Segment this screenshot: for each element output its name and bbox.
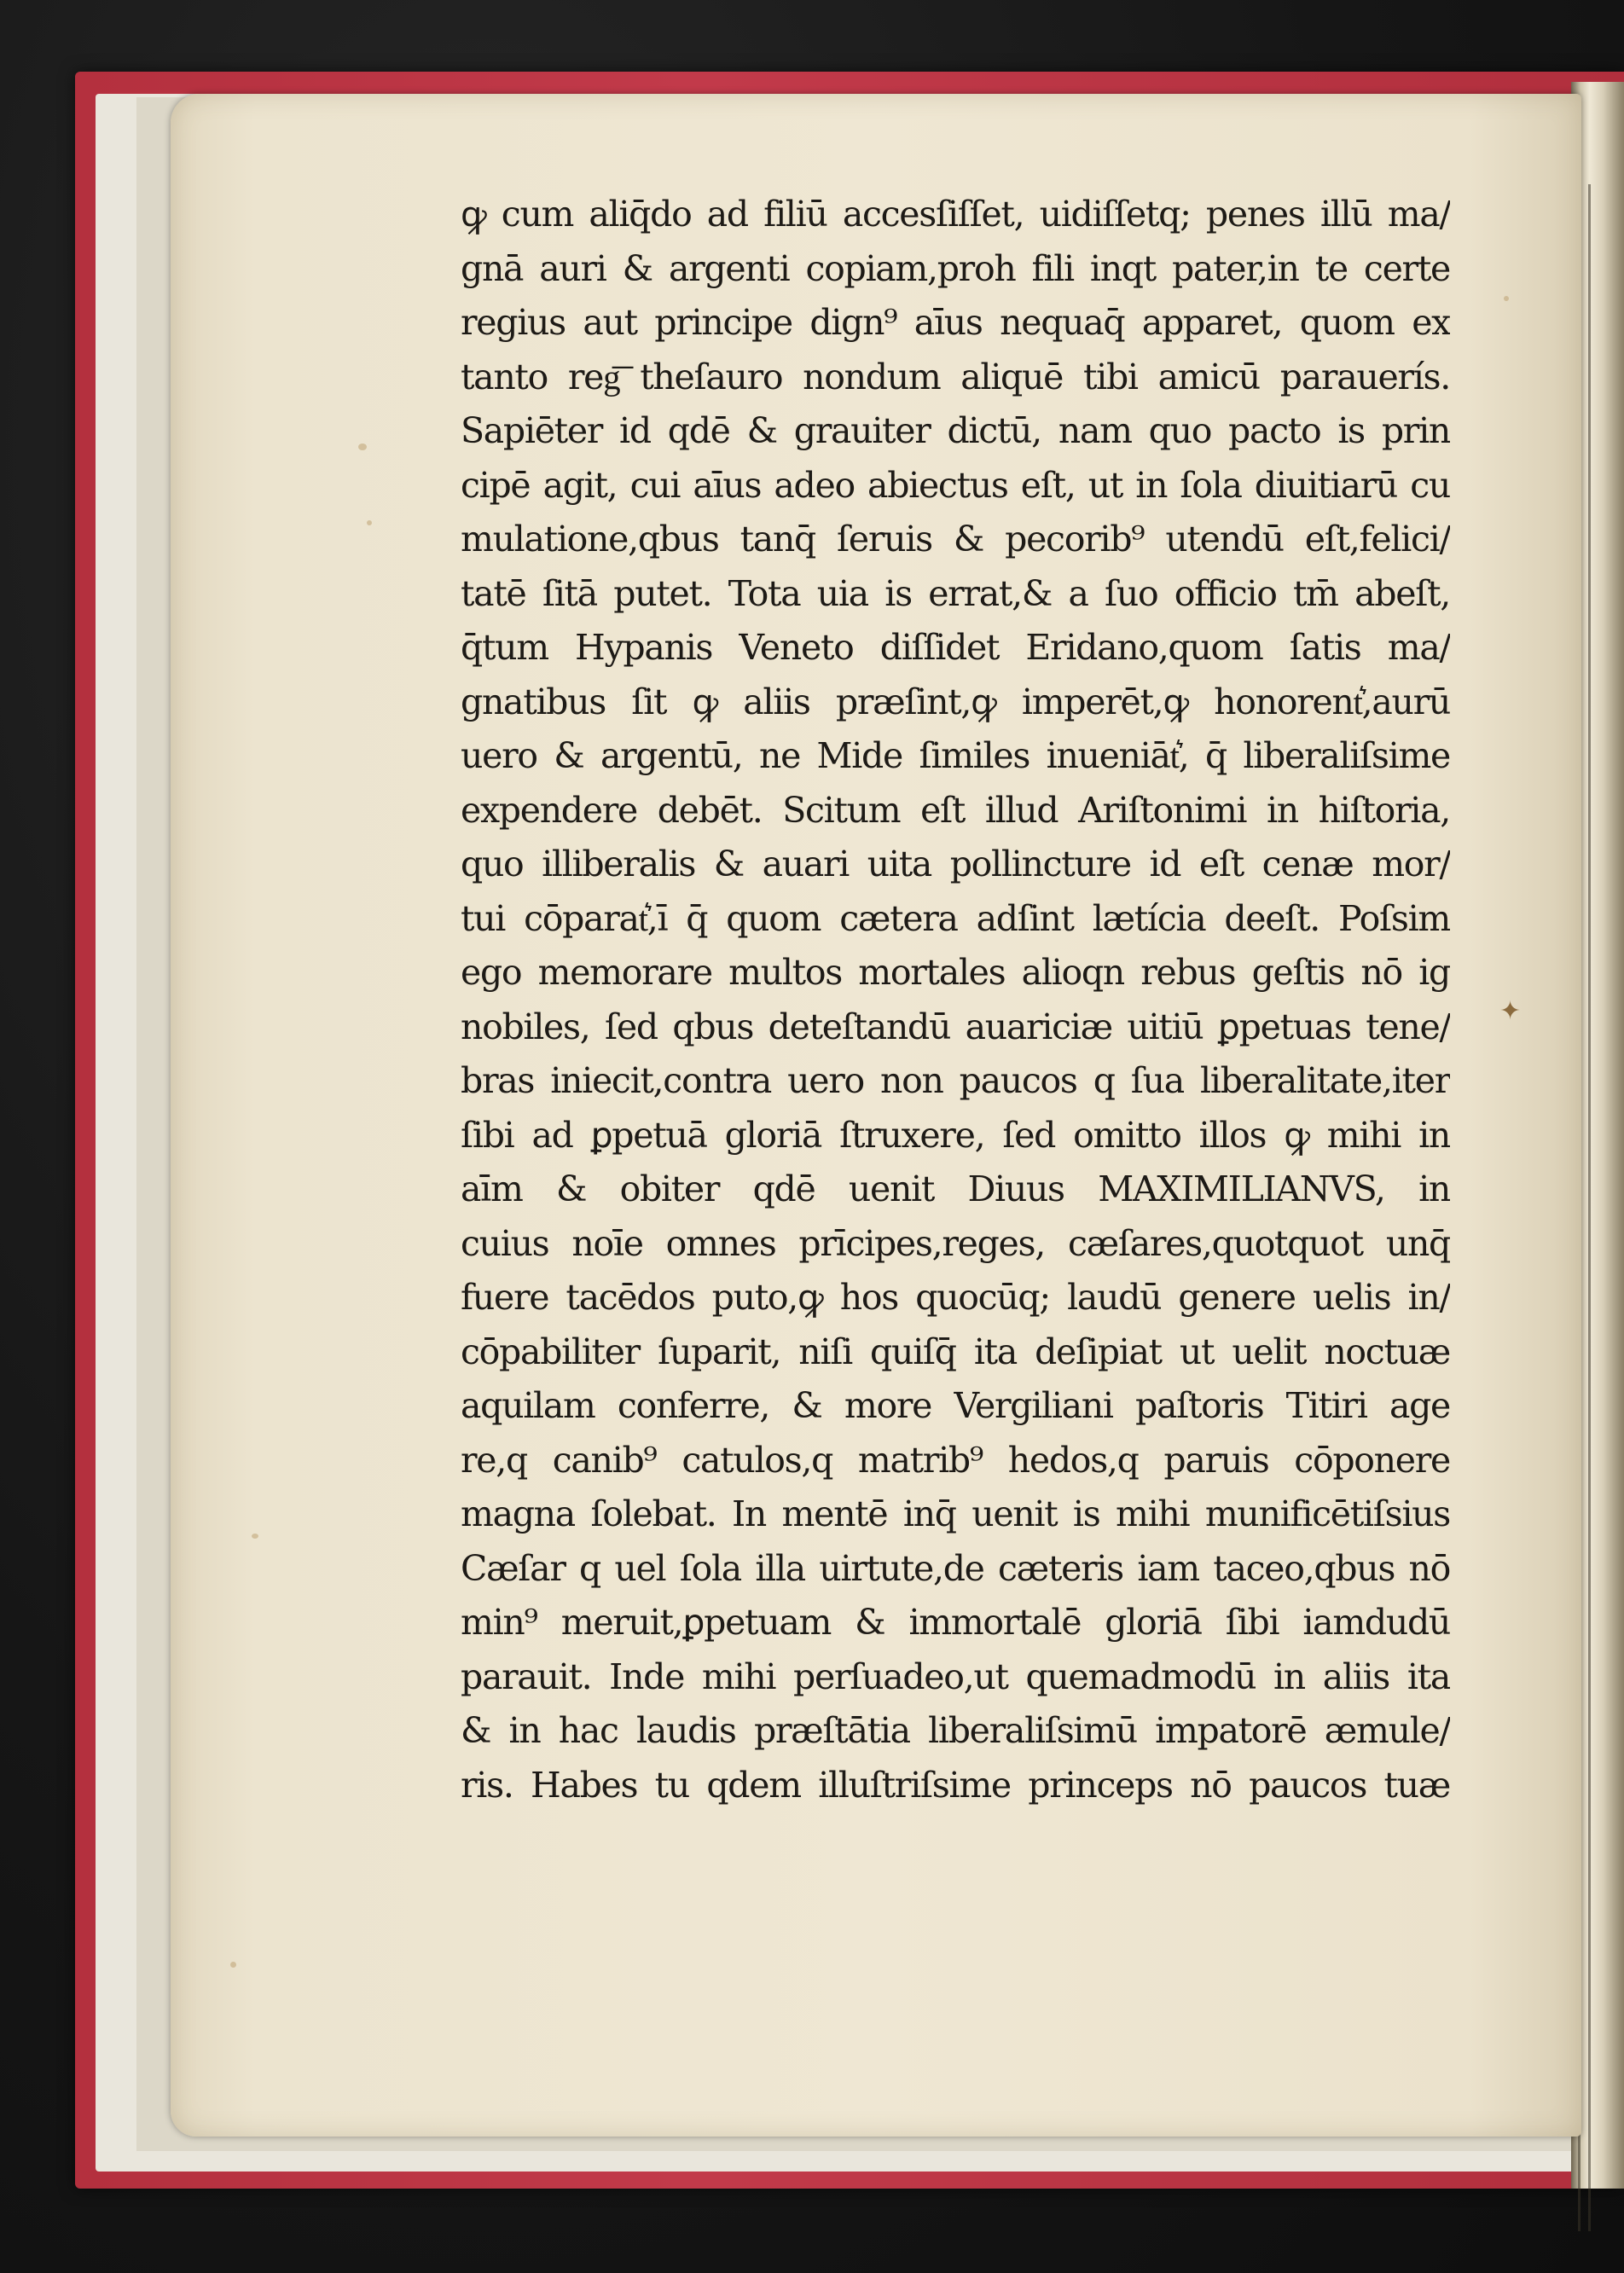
text-line: re,q canib⁹ catulos,q matrib⁹ hedos,q paruis cōponere xyxy=(461,1439,1450,1481)
text-line: regius aut principe dign⁹ aīus nequaq̄ apparet, quom ex xyxy=(461,302,1450,343)
text-line: tatē ſitā putet. Tota uia is errat,& a ſuo officio tm̄ abeſt, xyxy=(461,572,1450,614)
text-line: fuere tacēdos puto,ꝙ hos quocūq; laudū genere uelis in/ xyxy=(461,1277,1450,1318)
text-line: magna ſolebat. In mentē inq̄ uenit is mihi munificētiſsius xyxy=(461,1493,1450,1534)
text-line: ꝙ cum aliq̄do ad filiū accesſiſſet, uidiſſetq; penes illū ma/ xyxy=(461,194,1450,235)
foxing-spot xyxy=(367,520,372,525)
text-line: cuius noīe omnes prīcipes,reges, cæſares,quotquot unq̄ xyxy=(461,1222,1450,1264)
margin-mark: ✦ xyxy=(1499,996,1522,1026)
text-line: cōpabiliter ſuparit, niſi quiſq̄ ita deſipiat ut uelit noctuæ xyxy=(461,1331,1450,1372)
text-line: ſibi ad ꝑpetuā gloriā ſtruxere, ſed omitto illos ꝙ mihi in xyxy=(461,1114,1450,1156)
text-line: ego memorare multos mortales alioqn rebus geſtis nō ig xyxy=(461,952,1450,993)
text-line: nobiles, ſed qbus deteſtandū auariciæ uitiū ꝑpetuas tene/ xyxy=(461,1006,1450,1047)
text-line: ris. Habes tu qdem illuſtriſsime princeps nō paucos tuæ xyxy=(461,1764,1450,1806)
gutter-line xyxy=(1588,184,1591,2231)
text-block xyxy=(461,188,1450,1812)
text-line: tanto reg͞ theſauro nondum aliquē tibi amicū parauerís. xyxy=(461,356,1450,397)
text-line: gnā auri & argenti copiam,proh fili inqt pater,in te certe xyxy=(461,247,1450,289)
text-line: aīm & obiter qdē uenit Diuus MAXIMILIANVS, in xyxy=(461,1168,1450,1209)
text-line: Sapiēter id qdē & grauiter dictū, nam quo pacto is prin xyxy=(461,410,1450,451)
text-line: mulatione,qbus tanq̄ ſeruis & pecorib⁹ utendū eſt,felici/ xyxy=(461,519,1450,560)
text-line: expendere debēt. Scitum eſt illud Ariſtonimi in hiſtoria, xyxy=(461,789,1450,831)
text-line: q̄tum Hypanis Veneto diſſidet Eridano,quom ſatis ma/ xyxy=(461,627,1450,668)
text-line: bras iniecit,contra uero non paucos q ſua liberalitate,iter xyxy=(461,1060,1450,1101)
text-line: cipē agit, cui aīus adeo abiectus eſt, ut in ſola diuitiarū cu xyxy=(461,464,1450,506)
text-line: uero & argentū, ne Mide ſimiles inueniāt͛, q̄ liberaliſsime xyxy=(461,735,1450,776)
text-line: & in hac laudis præſtātia liberaliſsimū impatorē æmule/ xyxy=(461,1710,1450,1751)
text-line: min⁹ meruit,ꝑpetuam & immortalē gloriā ſibi iamdudū xyxy=(461,1602,1450,1643)
text-line: Cæſar q uel ſola illa uirtute,de cæteris iam taceo,qbus nō xyxy=(461,1547,1450,1589)
text-line: parauit. Inde mihi perſuadeo,ut quemadmodū in aliis ita xyxy=(461,1655,1450,1697)
foxing-spot xyxy=(230,1962,236,1968)
foxing-spot xyxy=(1504,296,1509,301)
text-line: aquilam conferre, & more Vergiliani paſtoris Titiri age xyxy=(461,1385,1450,1426)
text-line: quo illiberalis & auari uita pollincture id eſt cenæ mor/ xyxy=(461,844,1450,884)
text-line: gnatibus ſit ꝙ aliis præſint,ꝙ imperēt,ꝙ honorent͛,aurū xyxy=(461,681,1450,722)
text-line: tui cōparat͛,ī q̄ quom cætera adſint lætícia deeſt. Poſsim xyxy=(461,897,1450,939)
foxing-spot xyxy=(358,444,367,450)
foxing-spot xyxy=(252,1534,258,1539)
